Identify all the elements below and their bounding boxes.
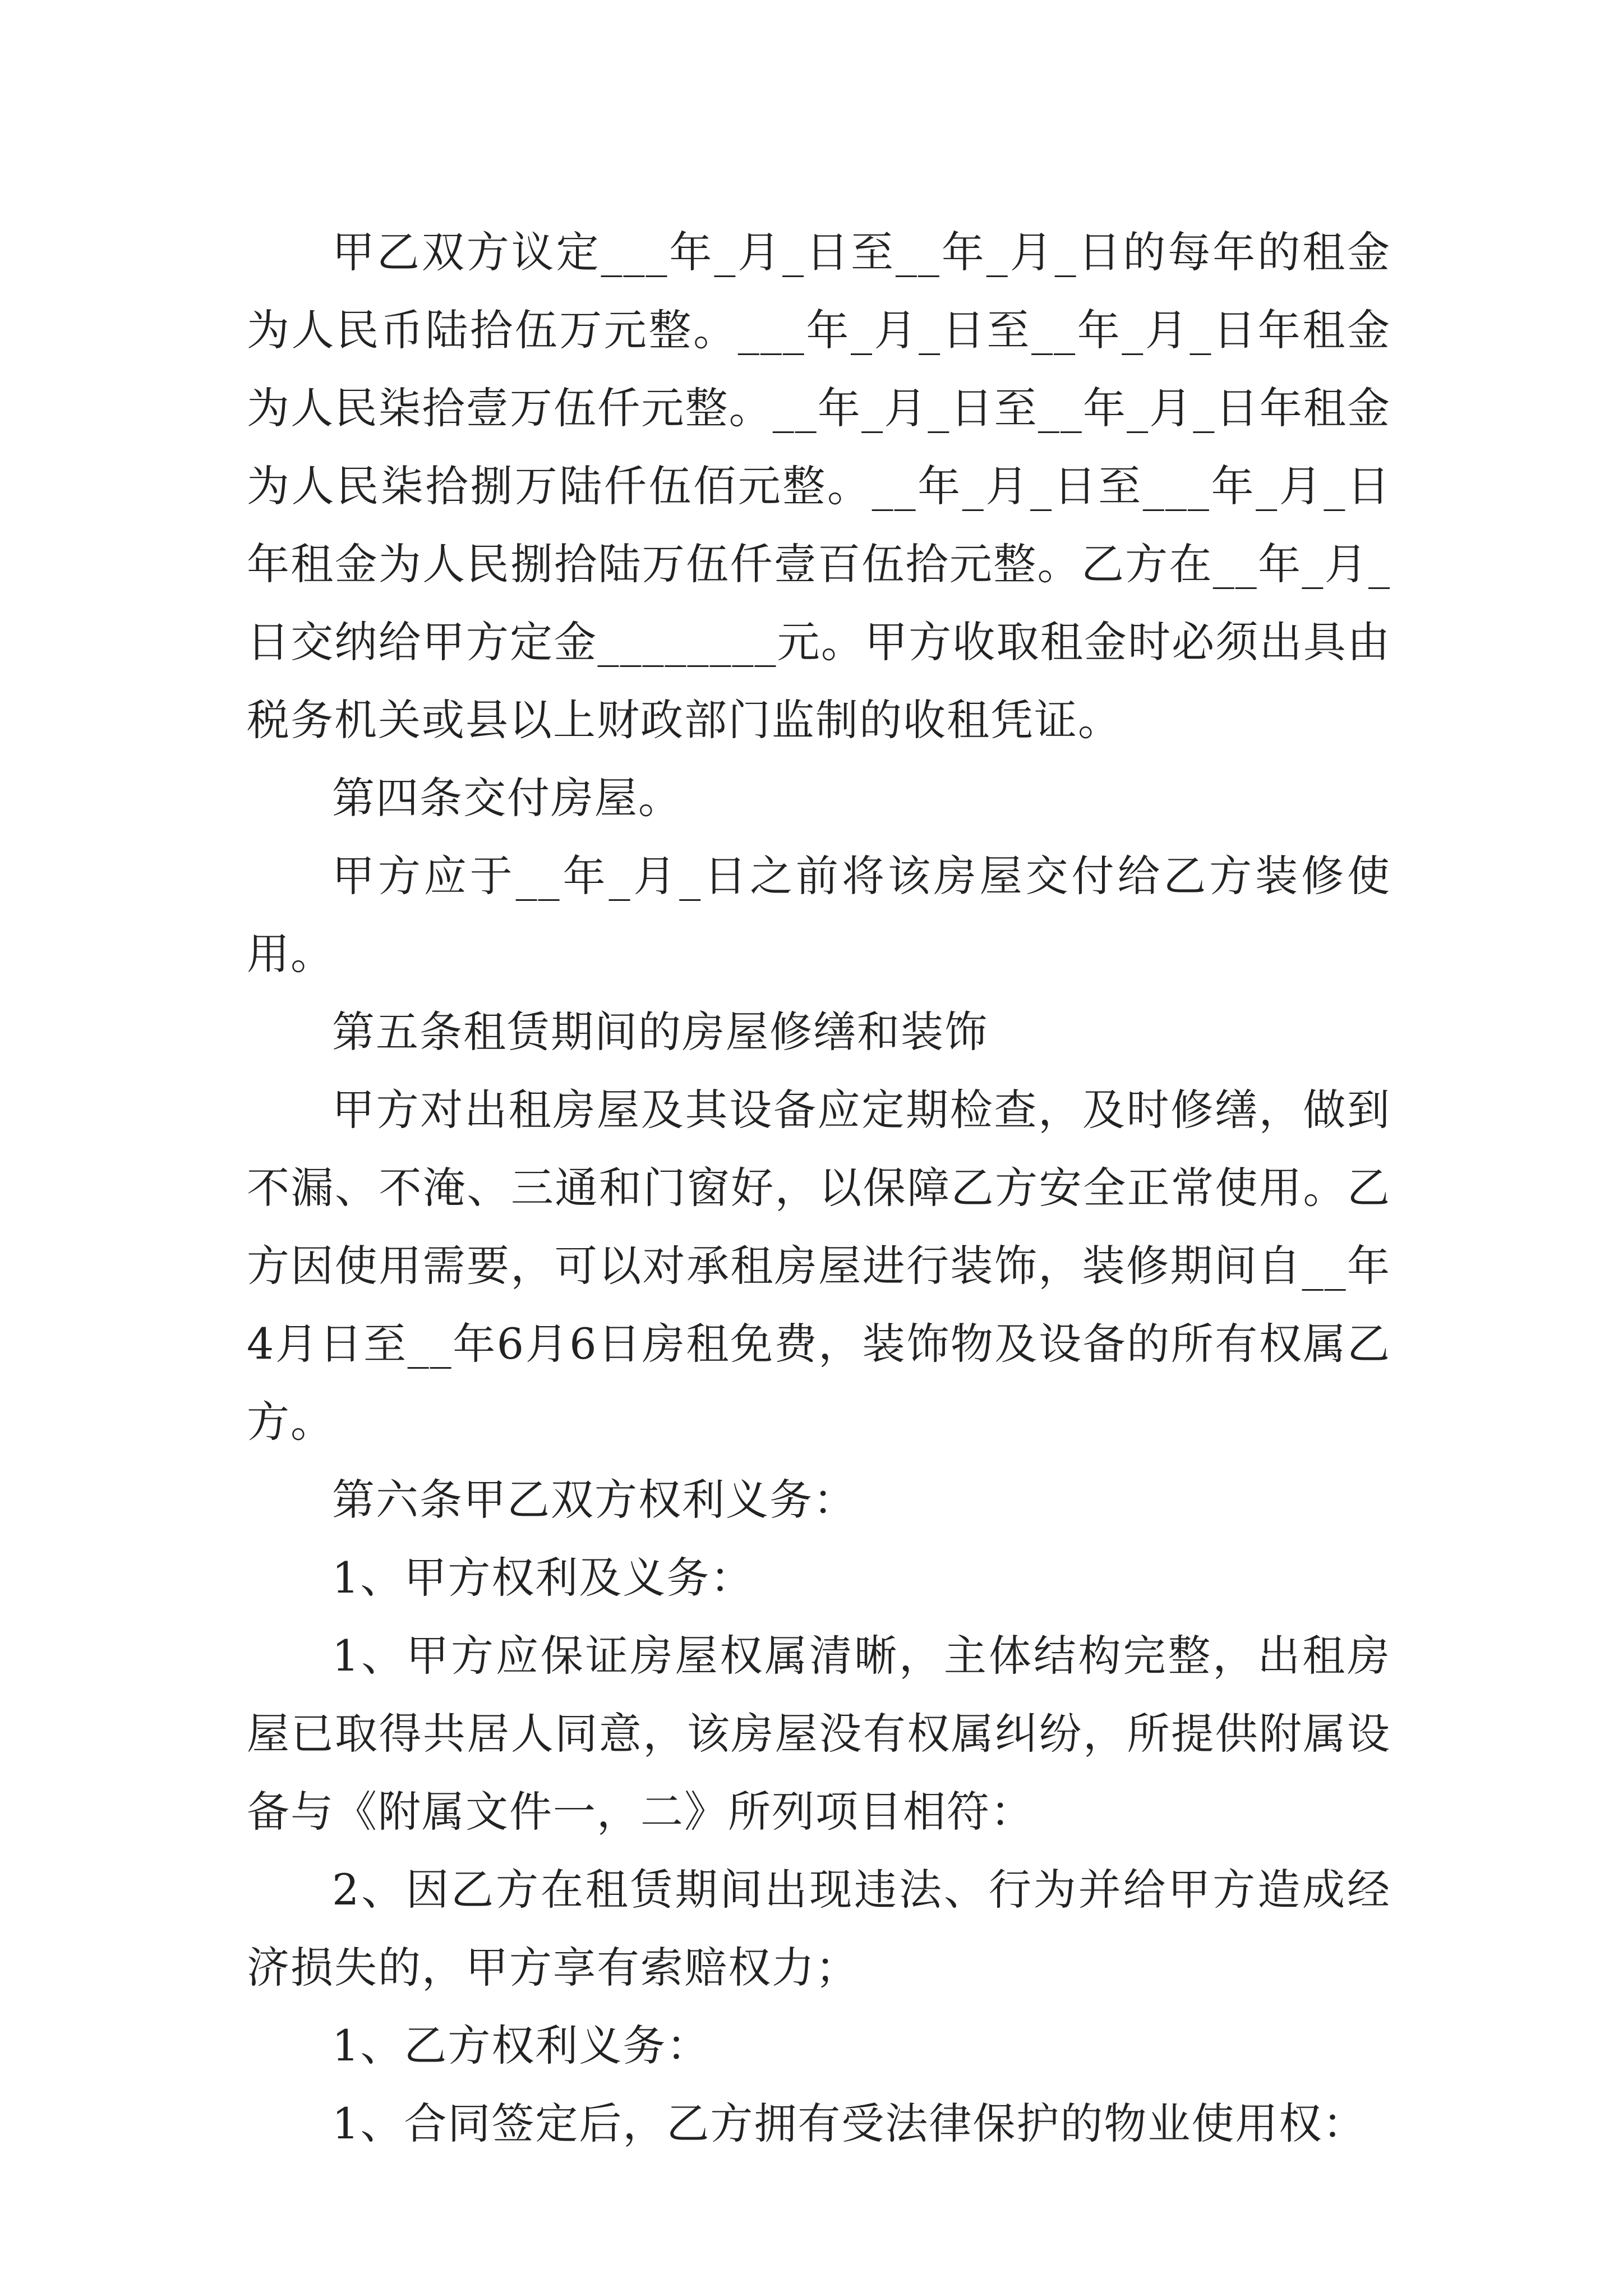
paragraph-repair-decoration: 甲方对出租房屋及其设备应定期检查，及时修缮，做到不漏、不淹、三通和门窗好，以保障乙方安全正常使用。乙方因使用需要，可以对承租房屋进行装饰，装修期间自__年4月日至__年6月6日房租免费，装饰物及设备的所有权属乙方。 (247, 1085, 1391, 1447)
document-body (247, 213, 1391, 2162)
paragraph-party-b-heading: 1、乙方权利义务： (332, 2021, 711, 2070)
paragraph-article-6-heading: 第六条甲乙双方权利义务： (332, 1475, 857, 1525)
paragraph-article-5-heading: 第五条租赁期间的房屋修缮和装饰 (332, 1007, 988, 1057)
paragraph-party-a-heading: 1、甲方权利及义务： (332, 1553, 754, 1603)
paragraph-party-a-item-1: 1、甲方应保证房屋权属清晰，主体结构完整，出租房屋已取得共居人同意，该房屋没有权属纠纷，所提供附属设备与《附属文件一，二》所列项目相符： (247, 1631, 1391, 1837)
paragraph-rent-terms: 甲乙双方议定___年_月_日至__年_月_日的每年的租金为人民币陆拾伍万元整。___年_月_日至__年_月_日年租金为人民柒拾壹万伍仟元整。__年_月_日至__年_月_日年租金为人民柒拾捌万陆仟伍佰元整。__年_月_日至___年_月_日年租金为人民捌拾陆万伍仟壹百伍拾元整。乙方在__年_月_日交纳给甲方定金________元。甲方收取租金时必须出具由税务机关或县以上财政部门监制的收租凭证。 (247, 227, 1391, 745)
paragraph-handover: 甲方应于__年_月_日之前将该房屋交付给乙方装修使用。 (247, 851, 1391, 979)
paragraph-party-a-item-2: 2、因乙方在租赁期间出现违法、行为并给甲方造成经济损失的，甲方享有索赔权力； (247, 1865, 1391, 1993)
paragraph-article-4-heading: 第四条交付房屋。 (332, 773, 682, 823)
paragraph-party-b-item-1: 1、合同签定后，乙方拥有受法律保护的物业使用权： (332, 2099, 1367, 2148)
